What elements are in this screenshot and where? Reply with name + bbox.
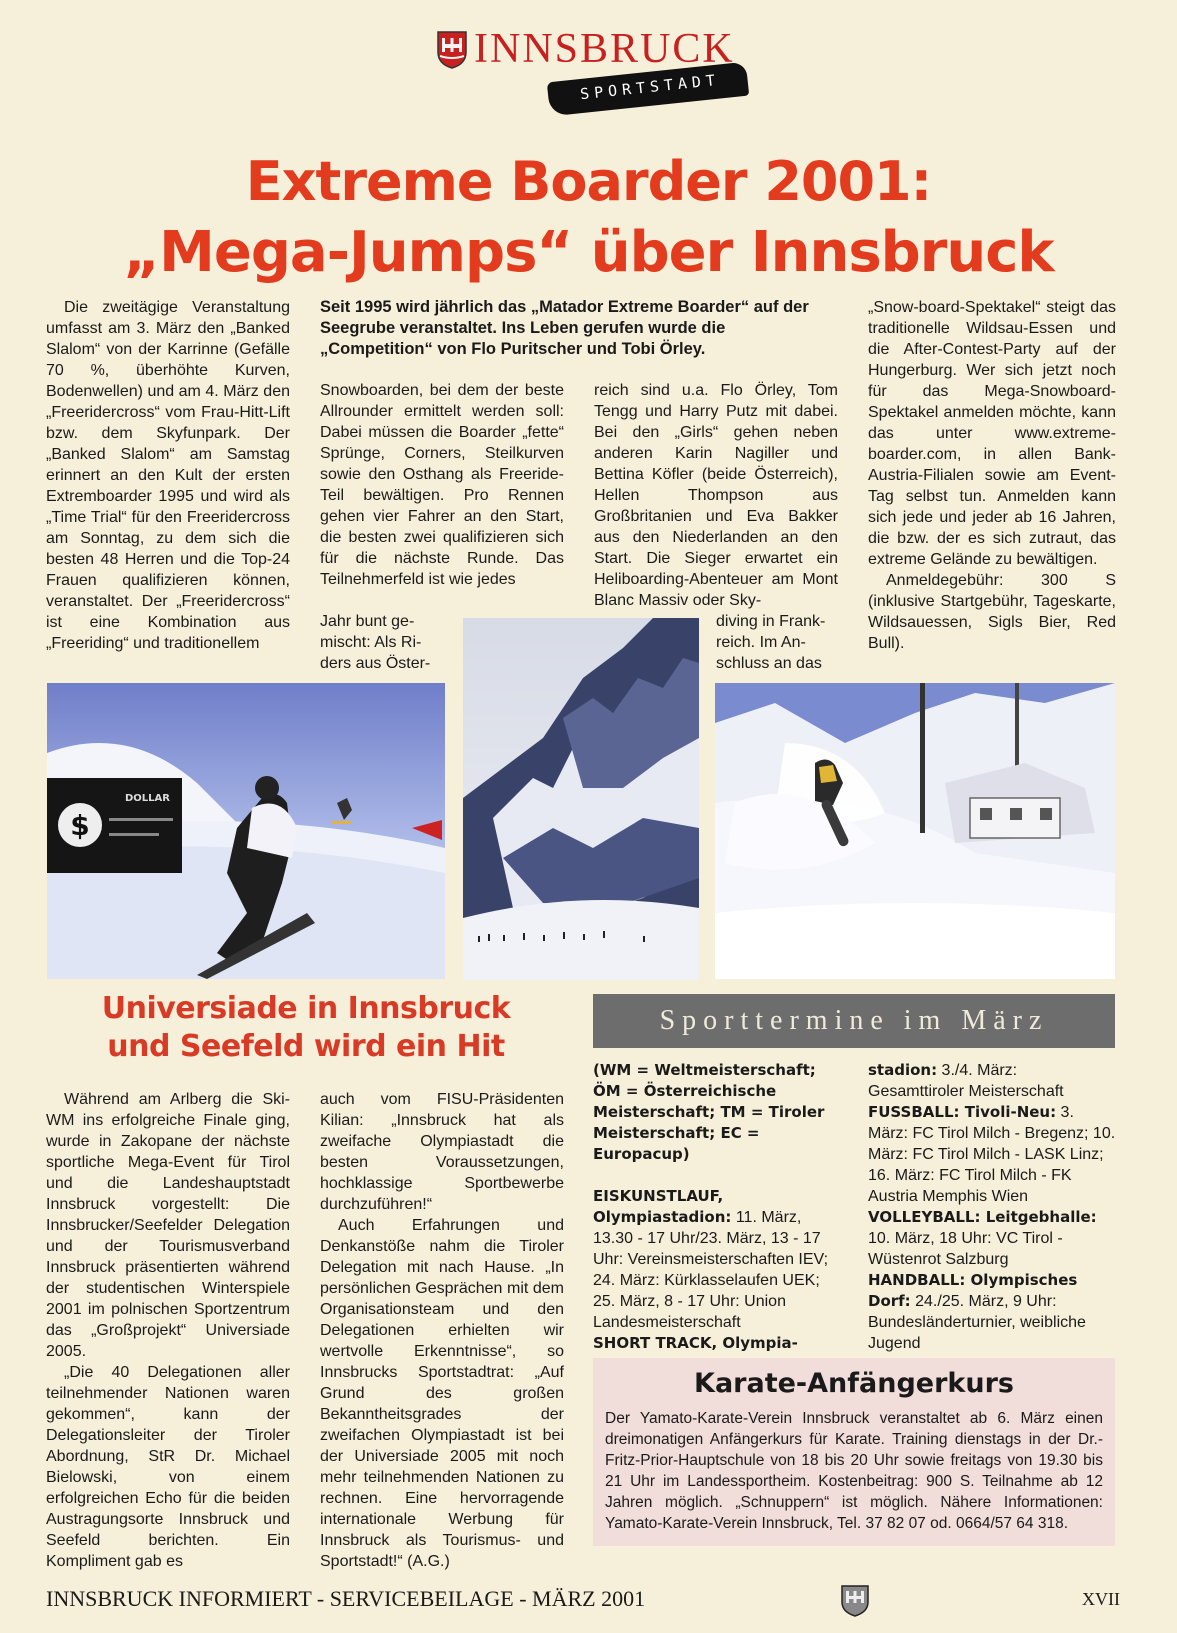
main-article-lead: Seit 1995 wird jährlich das „Matador Extreme Boarder“ auf der Seegrube veranstaltet. Ins Leben gerufen wurde die „Competition“ von Flo Puritscher und Tobi Örley. xyxy=(320,298,809,358)
paragraph: auch vom FISU-Präsidenten Kilian: „Innsbruck hat als zweifache Olympiastadt die besten Voraussetzungen, hochklassige Sportbewerbe durchzuführen!“ xyxy=(320,1091,564,1213)
banner-text: DOLLAR xyxy=(125,793,170,804)
photo-snowboarder-slalom xyxy=(47,683,445,979)
event-entry: HANDBALL: Olympisches Dorf: 24./25. März, 9 Uhr: Bundesländerturnier, weibliche Jugend xyxy=(868,1271,1086,1352)
photo-mountain-cliffs xyxy=(463,618,699,980)
paragraph: „Die 40 Delegationen aller teilnehmender Nationen waren gekommen“, kann der Delegationsleiter der Tiroler Abordnung, StR Dr. Michael Bielowski, von einem erfolgreichen Echo für die beiden Austragungsorte Innsbruck und Seefeld berichten. Ein Kompliment gab es xyxy=(46,1364,290,1570)
karate-text: Der Yamato-Karate-Verein Innsbruck veranstaltet ab 6. März einen dreimonatigen Anfängerkurs für Karate. Training dienstags in der Dr.-Fritz-Prior-Hauptschule von 18 bis 20 Uhr sowie freitags von 19.30 bis 21 Uhr im Landessportheim. Kostenbeitrag: 900 S. Teilnahme ab 12 Jahren möglich. „Schnuppern“ ist möglich. Nähere Informationen: Yamato-Karate-Verein Innsbruck, Tel. 37 82 07 od. 0664/57 64 318. xyxy=(605,1410,1103,1532)
footer-publication: INNSBRUCK INFORMIERT - SERVICEBEILAGE - MÄRZ 2001 xyxy=(46,1586,646,1611)
paragraph: „Snow-board-Spektakel“ steigt das traditionelle Wildsau-Essen und die After-Contest-Party auf der Hungerburg. Wer sich jetzt noch für das Mega-Snowboard-Spektakel anmelden möchte, kann das unter www.extreme-boarder.com, in allen Bank-Austria-Filialen sowie am Event-Tag selbst tun. Anmelden kann sich jede und jeder ab 16 Jahren, die bzw. der es sich zutraut, das extreme Gelände zu bewältigen. xyxy=(868,299,1116,568)
sporttermine-legend: (WM = Weltmeisterschaft; ÖM = Österreichische Meisterschaft; TM = Tiroler Meisterschaft; EC = Europacup) xyxy=(593,1061,825,1163)
photo-freerider-powder xyxy=(715,683,1115,979)
main-article-col2-tail xyxy=(320,611,448,674)
event-entry: FUSSBALL: Tivoli-Neu: 3. März: FC Tirol Milch - Bregenz; 10. März: FC Tirol Milch - LASK Linz; 16. März: FC Tirol Milch - FK Austria Memphis Wien xyxy=(868,1103,1116,1205)
masthead-city: INNSBRUCK xyxy=(474,26,735,72)
text-line: Jahr bunt ge- xyxy=(320,613,415,630)
karate-box xyxy=(593,1358,1115,1546)
universiade-headline-line2: und Seefeld wird ein Hit xyxy=(107,1029,505,1064)
masthead xyxy=(430,22,750,112)
innsbruck-coat-of-arms-icon xyxy=(436,30,468,70)
event-entry: stadion: 3./4. März: Gesamttiroler Meisterschaft xyxy=(868,1061,1064,1100)
text-line: mischt: Als Ri- xyxy=(320,634,422,651)
svg-text:$: $ xyxy=(70,809,90,842)
main-article-col3 xyxy=(594,380,838,611)
footer-page-number: XVII xyxy=(1082,1589,1120,1609)
paragraph: Snowboarden, bei dem der beste Allrounder ermittelt werden soll: Dabei müssen die Boarder „fette“ Sprünge, Corners, Steilkurven sowie den Osthang als Freeride-Teil bewältigen. Pro Rennen gehen vier Fahrer an den Start, die besten zwei qualifizieren sich für die nächste Runde. Das Teilnehmerfeld ist wie jedes xyxy=(320,382,564,588)
main-article-col2 xyxy=(320,380,564,590)
main-headline-line1: Extreme Boarder 2001: xyxy=(245,150,932,213)
event-entry: VOLLEYBALL: Leitgebhalle: 10. März, 18 Uhr: VC Tirol - Wüstenrot Salzburg xyxy=(868,1208,1097,1268)
main-article-col4 xyxy=(868,297,1116,654)
text-line: reich. Im An- xyxy=(716,634,806,651)
text-line: schluss an das xyxy=(716,655,822,672)
sporttermine-right-col xyxy=(868,1060,1116,1354)
masthead-tagline: SPORTSTADT xyxy=(579,70,721,104)
universiade-col2 xyxy=(320,1089,564,1572)
paragraph: Auch Erfahrungen und Denkanstöße nahm die Tiroler Delegation mit nach Hause. „In persönlichen Gesprächen mit dem Organisationsteam und den Delegationen erhielten wir wertvolle Erkenntnisse“, so Innsbrucks Sportstadtrat: „Auf Grund des großen Bekanntheitsgrades der zweifachen Olympiastadt ist bei der Universiade 2005 mit noch mehr teilnehmenden Nationen zu rechnen. Eine hervorragende internationale Werbung für Innsbruck als Tourismus- und Sportstadt!“ (A.G.) xyxy=(320,1217,564,1570)
universiade-col1 xyxy=(46,1089,290,1572)
text-line: diving in Frank- xyxy=(716,613,826,630)
paragraph: Während am Arlberg die Ski-WM ins erfolgreiche Finale ging, wurde in Zakopane der nächste sportliche Mega-Event für Tirol und die Landeshauptstadt Innsbruck vorgestellt: Die Innsbrucker/Seefelder Delegation und der Tourismusverband Innsbruck präsentierten während der studentischen Winterspiele 2001 im polnischen Sportzentrum das „Großprojekt“ Universiade 2005. xyxy=(46,1091,290,1360)
event-entry: EISKUNSTLAUF, Olympiastadion: 11. März, 13.30 - 17 Uhr/23. März, 13 - 17 Uhr: Vereinsmeisterschaften IEV; 24. März: Kürklasselaufen UEK; 25. März, 8 - 17 Uhr: Union Landesmeisterschaft xyxy=(593,1187,829,1331)
main-headline-line2: „Mega-Jumps“ über Innsbruck xyxy=(123,220,1054,285)
universiade-headline-line1: Universiade in Innsbruck xyxy=(101,991,511,1026)
paragraph: reich sind u.a. Flo Örley, Tom Tengg und Harry Putz mit dabei. Bei den „Girls“ gehen neben anderen Karin Nagiller und Bettina Köfler (beide Österreich), Hellen Thompson aus Großbritanien und Eva Bakker aus den Niederlanden an den Start. Die Sieger erwartet ein Heliboarding-Abenteuer am Mont Blanc Massiv oder Sky- xyxy=(594,382,838,609)
paragraph: Die zweitägige Veranstaltung umfasst am 3. März den „Banked Slalom“ von der Karrinne (Gefälle 70 %, überhöhte Kurven, Bodenwellen) und am 4. März den „Freeridercross“ vom Frau-Hitt-Lift bzw. dem Skyfunpark. Der „Banked Slalom“ am Samstag erinnert an den Kult der ersten Extremboarder 1995 und wird als „Time Trial“ für den Freeridercross am Sonntag, zu dem sich die besten 48 Herren und die Top-24 Frauen qualifizieren können, veranstaltet. Der „Freeridercross“ ist eine Kombination aus „Freeriding“ und traditionellem xyxy=(46,299,290,652)
main-article-col1 xyxy=(46,297,290,673)
sporttermine-left-col xyxy=(593,1060,837,1354)
text-line: ders aus Öster- xyxy=(320,655,431,672)
event-entry: SHORT TRACK, Olympia- xyxy=(593,1334,798,1352)
innsbruck-crest-icon xyxy=(840,1584,870,1618)
main-article-col3-tail xyxy=(716,611,838,674)
sporttermine-title: Sporttermine im März xyxy=(593,994,1115,1048)
paragraph: Anmeldegebühr: 300 S (inklusive Startgebühr, Tageskarte, Wildsauessen, Sigls Bier, Red Bull). xyxy=(868,572,1116,652)
karate-title: Karate-Anfängerkurs xyxy=(694,1368,1014,1399)
